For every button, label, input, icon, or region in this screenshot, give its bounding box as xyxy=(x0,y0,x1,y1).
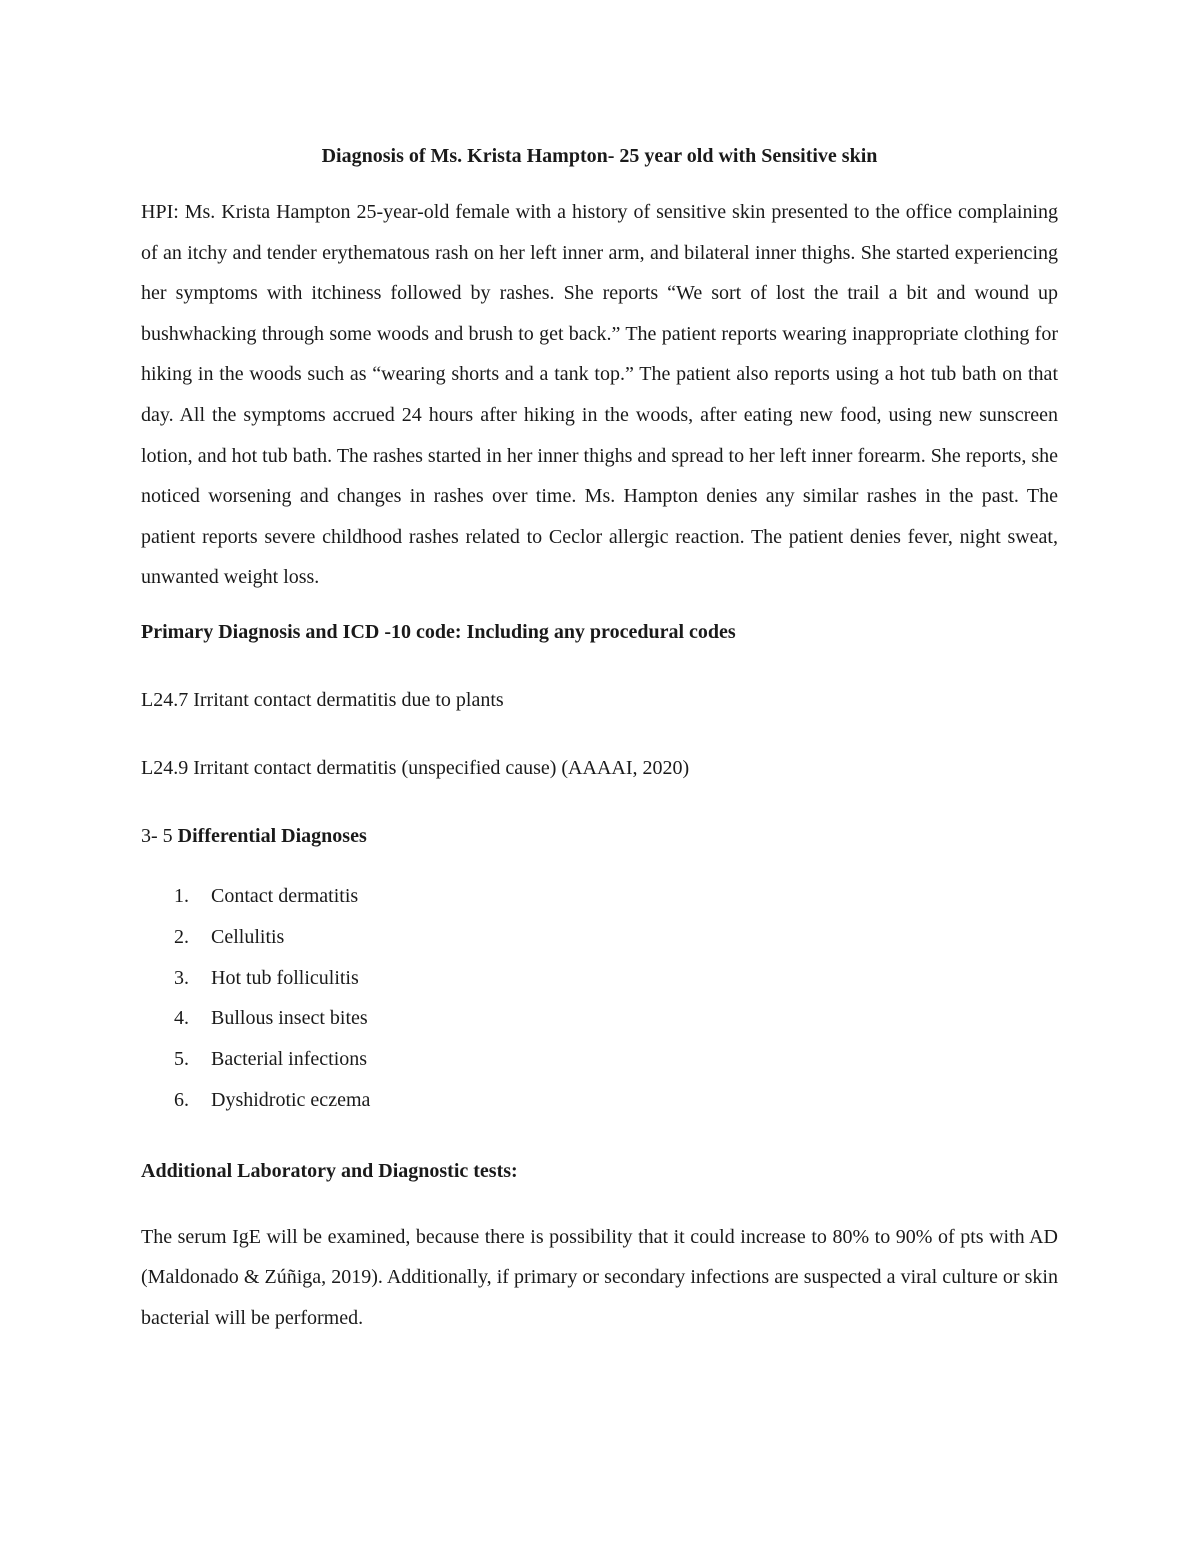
list-item xyxy=(141,876,1058,917)
list-item xyxy=(141,1080,1058,1121)
icd-code-l24-9: L24.9 Irritant contact dermatitis (unspecified cause) (AAAAI, 2020) xyxy=(141,756,690,779)
list-item-label: Bullous insect bites xyxy=(211,1007,368,1030)
list-item-number: 3. xyxy=(174,966,189,989)
primary-diagnosis-heading: Primary Diagnosis and ICD -10 code: Including any procedural codes xyxy=(141,620,736,643)
document-content xyxy=(141,140,1058,1339)
hpi-paragraph: HPI: Ms. Krista Hampton 25-year-old female with a history of sensitive skin presented to the office complaining of an itchy and tender erythematous rash on her left inner arm, and bilateral inner thighs. She started experiencing her symptoms with itchiness followed by rashes. She reports “We sort of lost the trail a bit and wound up bushwhacking through some woods and brush to get back.” The patient reports wearing inappropriate clothing for hiking in the woods such as “wearing shorts and a tank top.” The patient also reports using a hot tub bath on that day. All the symptoms accrued 24 hours after hiking in the woods, after eating new food, using new sunscreen lotion, and hot tub bath. The rashes started in her inner thighs and spread to her left inner forearm. She reports, she noticed worsening and changes in rashes over time. Ms. Hampton denies any similar rashes in the past. The patient reports severe childhood rashes related to Ceclor allergic reaction. The patient denies fever, night sweat, unwanted weight loss. xyxy=(141,201,1058,589)
differential-heading-prefix: 3- 5 xyxy=(141,824,178,847)
list-item-number: 6. xyxy=(174,1088,189,1111)
differential-diagnoses-list xyxy=(141,876,1058,1121)
list-item-number: 4. xyxy=(174,1007,189,1030)
differential-diagnoses-heading xyxy=(141,822,1058,850)
list-item-number: 5. xyxy=(174,1048,189,1071)
list-item xyxy=(141,958,1058,999)
list-item xyxy=(141,917,1058,958)
differential-heading-label: Differential Diagnoses xyxy=(177,824,367,847)
list-item-label: Dyshidrotic eczema xyxy=(211,1088,371,1111)
additional-tests-paragraph: The serum IgE will be examined, because there is possibility that it could increase to 80% to 90% of pts with AD (Maldonado & Zúñiga, 2019). Additionally, if primary or secondary infections are suspected a viral culture or skin bacterial will be performed. xyxy=(141,1225,1058,1329)
list-item xyxy=(141,998,1058,1039)
list-item xyxy=(141,1039,1058,1080)
list-item-number: 1. xyxy=(174,884,189,907)
list-item-label: Hot tub folliculitis xyxy=(211,966,359,989)
additional-tests-heading: Additional Laboratory and Diagnostic tests: xyxy=(141,1159,518,1182)
list-item-label: Contact dermatitis xyxy=(211,884,359,907)
list-item-label: Bacterial infections xyxy=(211,1048,368,1071)
document-title: Diagnosis of Ms. Krista Hampton- 25 year old with Sensitive skin xyxy=(321,145,878,167)
list-item-number: 2. xyxy=(174,925,189,948)
icd-code-l24-7: L24.7 Irritant contact dermatitis due to plants xyxy=(141,688,504,711)
list-item-label: Cellulitis xyxy=(211,925,285,948)
